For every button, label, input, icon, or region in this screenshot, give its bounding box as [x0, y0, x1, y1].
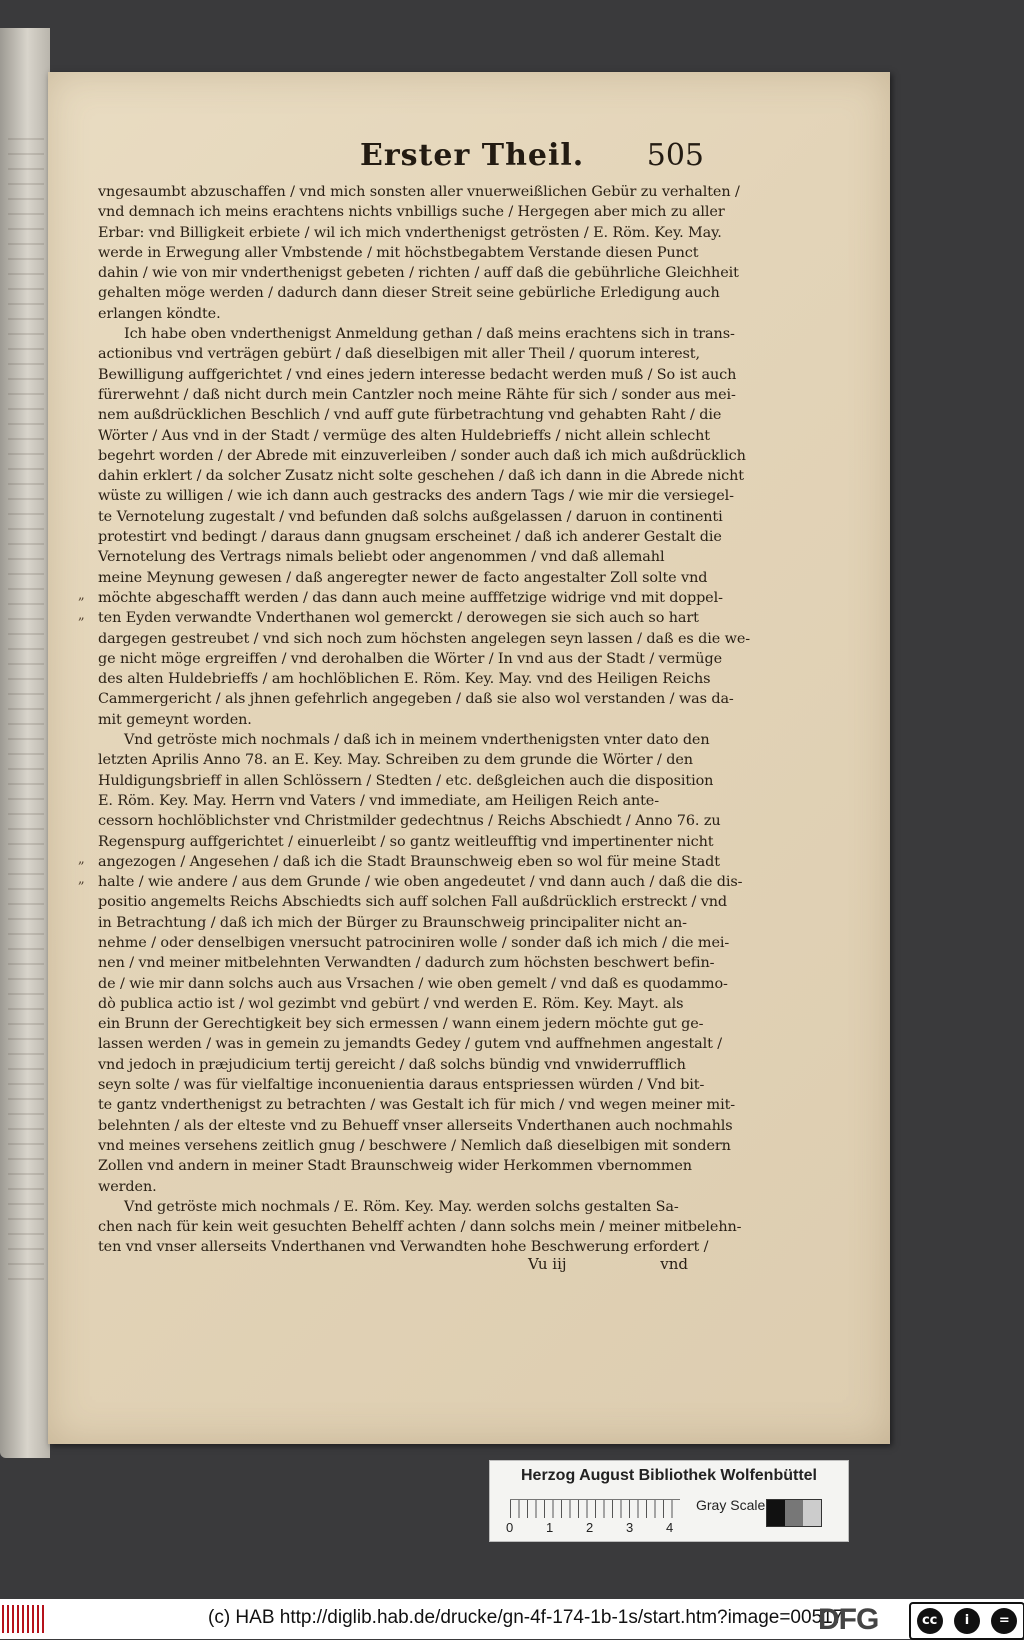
gray-scale-swatch [766, 1499, 822, 1527]
text-line: ten vnd vnser allerseits Vnderthanen vnd Verwandten hohe Beschwerung erfordert / [98, 1239, 709, 1256]
text-line: des alten Huldebrieffs / am hochlöblichen E. Röm. Key. May. vnd des Heiligen Reichs [98, 671, 711, 688]
text-line: te gantz vnderthenigst zu betrachten / was Gestalt ich für mich / vnd wegen meiner mit- [98, 1097, 736, 1114]
text-line: Ich habe oben vnderthenigst Anmeldung gethan / daß meins erachtens sich in trans- [124, 326, 735, 343]
facing-page-text-bleed [8, 138, 44, 1288]
text-line: nem außdrücklichen Beschlich / vnd auff gute fürbetrachtung vnd gehabten Raht / die [98, 407, 722, 424]
text-line: erlangen köndte. [98, 305, 221, 322]
text-line: cessorn hochlöblichster vnd Christmilder gedechtnus / Reichs Abschiedt / Anno 76. zu [98, 813, 721, 830]
text-line: dahin / wie von mir vnderthenigst gebeten / richten / auff daß die gebührliche Gleichheit [98, 265, 739, 282]
body-text [98, 182, 751, 1258]
text-line: ein Brunn der Gerechtigkeit bey sich ermessen / wann einem jedern möchte gut ge- [98, 1016, 704, 1033]
text-line: E. Röm. Key. May. Herrn vnd Vaters / vnd immediate, am Heiligen Reich ante- [98, 792, 659, 809]
page-number: 505 [646, 138, 704, 173]
page-footer-line [98, 1255, 688, 1275]
text-line: Erbar: vnd Billigkeit erbiete / wil ich mich vnderthenigst getrösten / E. Röm. Key. May. [98, 224, 722, 241]
library-name: Herzog August Bibliothek Wolfenbüttel [521, 1467, 817, 1484]
text-line: positio angemelts Reichs Abschiedts sich auff solchen Fall außdrücklich erstreckt / vnd [98, 894, 728, 911]
ruler-label: 1 [546, 1520, 554, 1535]
text-line: werde in Erwegung aller Vmbstende / mit höchstbegabtem Verstande diesen Punct [98, 244, 699, 261]
text-line: dargegen gestreubet / vnd sich noch zum höchsten angelegen seyn lassen / daß es die we- [98, 630, 751, 647]
text-line: seyn solte / was für vielfaltige inconuenientia daraus entspriessen würden / Vnd bit- [98, 1077, 705, 1094]
footer-bar [0, 1599, 1024, 1639]
color-scale-card [489, 1460, 849, 1542]
text-line: letzten Aprilis Anno 78. an E. Key. May. Schreiben zu dem grunde die Wörter / den [98, 752, 693, 769]
text-line: Vernotelung des Vertrags nimals beliebt oder angenommen / vnd daß allemahl [98, 549, 665, 566]
text-line: lassen werden / was in gemein zu jemandts Gedey / gutem vnd auffnehmen angestalt / [98, 1036, 723, 1053]
text-line: dahin erklert / da solcher Zusatz nicht solte geschehen / daß ich dann in die Abrede nicht [98, 468, 744, 485]
text-line: gehalten möge werden / dadurch dann dieser Streit seine gebürliche Erledigung auch [98, 285, 720, 302]
text-line: te Vernotelung zugestalt / vnd befunden daß solchs außgelassen / daruon in continenti [98, 508, 723, 525]
text-line: nen / vnd meiner mitbelehnten Verwandten / dadurch zum höchsten beschwert befin- [98, 955, 715, 972]
gray-swatch-cell [803, 1500, 821, 1526]
dfg-logo: DFG [818, 1603, 879, 1636]
license-badge-icon: cc [917, 1608, 943, 1634]
text-line: protestirt vnd bedingt / daraus dann gnugsam erscheinet / daß ich anderer Gestalt die [98, 529, 722, 546]
text-line: Regenspurg auffgerichtet / einuerleibt / so gantz weitleufftig vnd impertinenter nicht [98, 833, 714, 850]
text-line: fürerwehnt / daß nicht durch mein Cantzler noch meine Rähte für sich / sonder aus mei- [98, 386, 736, 403]
text-line: halte / wie andere / aus dem Grunde / wie oben angedeutet / vnd dann auch / daß die dis- [98, 874, 743, 891]
text-line: chen nach für kein weit gesuchten Behelff achten / dann solchs mein / meiner mitbelehn- [98, 1219, 742, 1236]
ruler-label: 3 [626, 1520, 634, 1535]
license-badge-icon: = [991, 1608, 1017, 1634]
text-line: Cammergericht / als jhnen gefehrlich angegeben / daß sie also wol verstanden / was da- [98, 691, 734, 708]
text-line: meine Meynung gewesen / daß angeregter newer de facto angestalter Zoll solte vnd [98, 569, 708, 586]
ruler [510, 1499, 680, 1518]
text-line: mit gemeynt worden. [98, 711, 252, 728]
text-line: actionibus vnd verträgen gebürt / daß dieselbigen mit aller Theil / quorum interest, [98, 346, 700, 363]
text-line: Vnd getröste mich nochmals / daß ich in meinem vnderthenigsten vnter dato den [124, 732, 710, 749]
text-line: Huldigungsbrieff in allen Schlössern / Stedten / etc. deßgleichen auch die disposition [98, 772, 714, 789]
ruler-label: 4 [666, 1520, 674, 1535]
text-line: begehrt worden / der Abrede mit einzuverleiben / sonder auch daß ich mich außdrücklich [98, 447, 746, 464]
margin-quote-mark: „ [78, 608, 85, 624]
facing-page-edge [0, 28, 50, 1458]
text-line: in Betrachtung / daß ich mich der Bürger zu Braunschweig principaliter nicht an- [98, 914, 687, 931]
gray-swatch-cell [767, 1500, 785, 1526]
ruler-labels [506, 1520, 686, 1536]
hab-logo-icon [2, 1605, 46, 1633]
catchword: vnd [660, 1255, 688, 1273]
gray-swatch-cell [785, 1500, 803, 1526]
text-line: dò publica actio ist / wol gezimbt vnd gebürt / vnd werden E. Röm. Key. Mayt. als [98, 995, 684, 1012]
page-header [98, 138, 704, 178]
signature-mark: Vu iij [528, 1255, 567, 1273]
ruler-label: 2 [586, 1520, 594, 1535]
text-line: vnd meines versehens zeitlich gnug / beschwere / Nemlich daß dieselbigen mit sondern [98, 1137, 731, 1154]
text-line: vngesaumbt abzuschaffen / vnd mich sonsten aller vnuerweißlichen Gebür zu verhalten / [98, 184, 740, 200]
text-line: de / wie mir dann solchs auch aus Vrsachen / wie oben gemelt / vnd daß es quodammo- [98, 975, 728, 992]
text-line: möchte abgeschafft werden / das dann auch meine aufffetzige widrige vnd mit doppel- [98, 589, 723, 606]
text-line: belehnten / als der elteste vnd zu Behueff vnser allerseits Vnderthanen auch nochmahls [98, 1117, 733, 1134]
text-line: Bewilligung auffgerichtet / vnd eines jedern interesse bedacht werden muß / So ist auch [98, 366, 737, 383]
license-badge-icon: i [954, 1608, 980, 1634]
copyright-link[interactable]: (c) HAB http://diglib.hab.de/drucke/gn-4f-174-1b-1s/start.htm?image=00517 [208, 1607, 844, 1628]
text-line: angezogen / Angesehen / daß ich die Stadt Braunschweig eben so wol für meine Stadt [98, 853, 720, 870]
book-page [48, 72, 890, 1444]
text-line: Zollen vnd andern in meiner Stadt Braunschweig wider Herkommen vbernommen [98, 1158, 692, 1175]
text-line: nehme / oder denselbigen vnersucht patrociniren wolle / sonder daß ich mich / die mei- [98, 934, 730, 951]
margin-quote-mark: „ [78, 872, 85, 888]
text-line: ge nicht möge ergreiffen / vnd derohalben die Wörter / In vnd aus der Stadt / vermüge [98, 650, 723, 667]
text-line: werden. [98, 1178, 157, 1195]
running-head: Erster Theil. [360, 138, 585, 173]
text-line: vnd jedoch in præjudicium tertij gereicht / daß solchs bündig vnd vnwiderrufflich [98, 1056, 686, 1073]
gray-scale-label: Gray Scale [696, 1497, 766, 1513]
text-line: Vnd getröste mich nochmals / E. Röm. Key. May. werden solchs gestalten Sa- [124, 1198, 679, 1215]
margin-quote-mark: „ [78, 588, 85, 603]
text-line: vnd demnach ich meins erachtens nichts vnbilligs suche / Hergegen aber mich zu aller [98, 204, 725, 221]
ruler-label: 0 [506, 1520, 514, 1535]
text-line: Wörter / Aus vnd in der Stadt / vermüge des alten Huldebrieffs / nicht allein schlecht [98, 427, 710, 444]
text-line: wüste zu willigen / wie ich dann auch gestracks des andern Tags / wie mir die versiegel- [98, 488, 734, 505]
cc-license-icon[interactable] [909, 1602, 1024, 1640]
margin-quote-mark: „ [78, 851, 85, 867]
text-line: ten Eyden verwandte Vnderthanen wol gemerckt / derowegen sie sich auch so hart [98, 610, 699, 627]
